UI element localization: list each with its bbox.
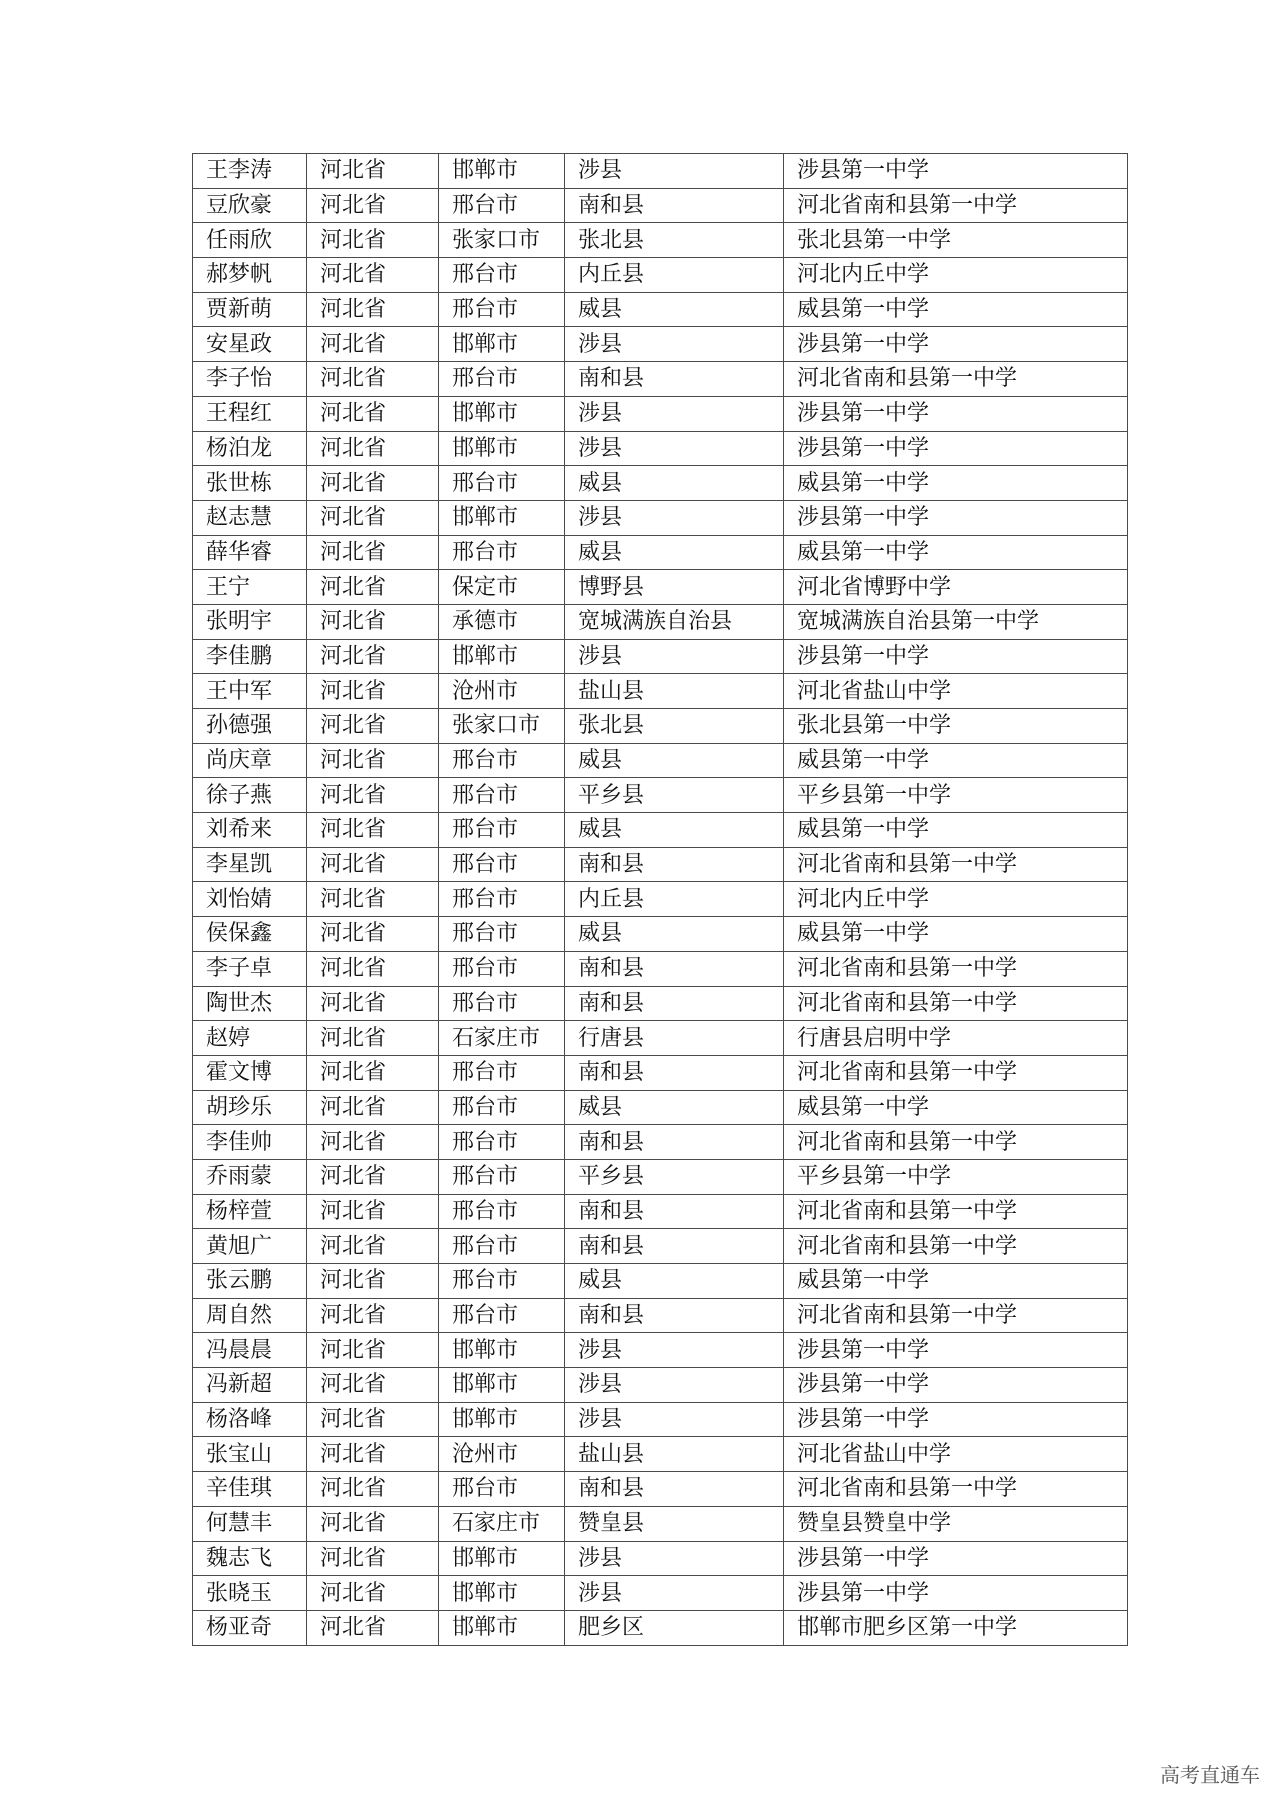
school-cell: 张北县第一中学 [784,709,1128,744]
student-name-cell: 李佳鹏 [193,639,307,674]
table-row [193,1541,1128,1576]
student-name-cell: 杨泊龙 [193,431,307,466]
table-row [193,431,1128,466]
student-name-cell: 郝梦帆 [193,258,307,293]
student-name-cell: 李子怡 [193,362,307,397]
city-cell: 邢台市 [439,292,565,327]
province-cell: 河北省 [307,1159,439,1194]
province-cell: 河北省 [307,1506,439,1541]
city-cell: 邢台市 [439,1159,565,1194]
school-cell: 威县第一中学 [784,535,1128,570]
county-cell: 肥乡区 [565,1610,784,1645]
city-cell: 沧州市 [439,1437,565,1472]
province-cell: 河北省 [307,1610,439,1645]
city-cell: 邢台市 [439,847,565,882]
school-cell: 河北省南和县第一中学 [784,951,1128,986]
school-cell: 河北省南和县第一中学 [784,1472,1128,1507]
province-cell: 河北省 [307,292,439,327]
city-cell: 邯郸市 [439,396,565,431]
province-cell: 河北省 [307,1090,439,1125]
province-cell: 河北省 [307,1472,439,1507]
city-cell: 邯郸市 [439,327,565,362]
city-cell: 邢台市 [439,362,565,397]
school-cell: 河北省南和县第一中学 [784,847,1128,882]
school-cell: 涉县第一中学 [784,1402,1128,1437]
province-cell: 河北省 [307,154,439,189]
province-cell: 河北省 [307,1125,439,1160]
student-name-cell: 辛佳琪 [193,1472,307,1507]
county-cell: 涉县 [565,1368,784,1403]
province-cell: 河北省 [307,743,439,778]
city-cell: 邯郸市 [439,1610,565,1645]
student-name-cell: 王宁 [193,570,307,605]
county-cell: 内丘县 [565,882,784,917]
school-cell: 河北内丘中学 [784,258,1128,293]
county-cell: 涉县 [565,431,784,466]
school-cell: 涉县第一中学 [784,154,1128,189]
student-name-cell: 侯保鑫 [193,917,307,952]
school-cell: 河北省盐山中学 [784,1437,1128,1472]
table-row [193,154,1128,189]
city-cell: 邢台市 [439,951,565,986]
city-cell: 邢台市 [439,917,565,952]
student-name-cell: 任雨欣 [193,223,307,258]
school-cell: 威县第一中学 [784,1264,1128,1299]
city-cell: 邢台市 [439,1125,565,1160]
county-cell: 内丘县 [565,258,784,293]
city-cell: 邢台市 [439,466,565,501]
city-cell: 邯郸市 [439,1541,565,1576]
province-cell: 河北省 [307,258,439,293]
student-name-cell: 杨洛峰 [193,1402,307,1437]
table-row [193,466,1128,501]
county-cell: 涉县 [565,327,784,362]
school-cell: 涉县第一中学 [784,639,1128,674]
school-cell: 河北省盐山中学 [784,674,1128,709]
province-cell: 河北省 [307,604,439,639]
student-name-cell: 杨亚奇 [193,1610,307,1645]
school-cell: 涉县第一中学 [784,1576,1128,1611]
student-name-cell: 杨梓萱 [193,1194,307,1229]
county-cell: 涉县 [565,500,784,535]
table-row [193,709,1128,744]
city-cell: 邢台市 [439,778,565,813]
county-cell: 张北县 [565,709,784,744]
city-cell: 邢台市 [439,1298,565,1333]
city-cell: 邯郸市 [439,500,565,535]
school-cell: 河北省南和县第一中学 [784,188,1128,223]
county-cell: 南和县 [565,362,784,397]
school-cell: 河北省南和县第一中学 [784,362,1128,397]
province-cell: 河北省 [307,1368,439,1403]
table-row [193,1298,1128,1333]
school-cell: 邯郸市肥乡区第一中学 [784,1610,1128,1645]
student-name-cell: 陶世杰 [193,986,307,1021]
student-name-cell: 冯新超 [193,1368,307,1403]
county-cell: 南和县 [565,1194,784,1229]
student-name-cell: 刘希来 [193,813,307,848]
province-cell: 河北省 [307,535,439,570]
table-row [193,258,1128,293]
province-cell: 河北省 [307,466,439,501]
table-row [193,917,1128,952]
student-name-cell: 贾新萌 [193,292,307,327]
table-row [193,1472,1128,1507]
student-name-cell: 王中军 [193,674,307,709]
province-cell: 河北省 [307,639,439,674]
student-name-cell: 何慧丰 [193,1506,307,1541]
student-name-cell: 魏志飞 [193,1541,307,1576]
table-row [193,778,1128,813]
county-cell: 涉县 [565,639,784,674]
city-cell: 石家庄市 [439,1021,565,1056]
school-cell: 威县第一中学 [784,292,1128,327]
province-cell: 河北省 [307,917,439,952]
city-cell: 邢台市 [439,535,565,570]
table-row [193,1055,1128,1090]
county-cell: 南和县 [565,1298,784,1333]
county-cell: 南和县 [565,1125,784,1160]
table-row [193,396,1128,431]
student-name-cell: 赵婷 [193,1021,307,1056]
student-name-cell: 周自然 [193,1298,307,1333]
table-row [193,1437,1128,1472]
province-cell: 河北省 [307,1229,439,1264]
city-cell: 邢台市 [439,813,565,848]
city-cell: 邯郸市 [439,431,565,466]
table-row [193,1368,1128,1403]
school-cell: 威县第一中学 [784,743,1128,778]
province-cell: 河北省 [307,570,439,605]
table-row [193,604,1128,639]
city-cell: 邢台市 [439,1194,565,1229]
province-cell: 河北省 [307,1055,439,1090]
table-row [193,327,1128,362]
city-cell: 张家口市 [439,709,565,744]
province-cell: 河北省 [307,709,439,744]
city-cell: 石家庄市 [439,1506,565,1541]
student-name-cell: 张晓玉 [193,1576,307,1611]
county-cell: 威县 [565,813,784,848]
province-cell: 河北省 [307,396,439,431]
student-name-cell: 徐子燕 [193,778,307,813]
province-cell: 河北省 [307,951,439,986]
city-cell: 张家口市 [439,223,565,258]
table-row [193,743,1128,778]
county-cell: 涉县 [565,1402,784,1437]
table-row [193,951,1128,986]
school-cell: 威县第一中学 [784,1090,1128,1125]
student-name-cell: 王李涛 [193,154,307,189]
province-cell: 河北省 [307,674,439,709]
student-name-cell: 李星凯 [193,847,307,882]
county-cell: 涉县 [565,1576,784,1611]
table-row [193,535,1128,570]
table-row [193,882,1128,917]
student-name-cell: 赵志慧 [193,500,307,535]
city-cell: 邯郸市 [439,1368,565,1403]
county-cell: 涉县 [565,396,784,431]
table-row [193,1021,1128,1056]
county-cell: 盐山县 [565,674,784,709]
school-cell: 河北内丘中学 [784,882,1128,917]
province-cell: 河北省 [307,1264,439,1299]
province-cell: 河北省 [307,188,439,223]
school-cell: 河北省南和县第一中学 [784,1298,1128,1333]
student-name-cell: 薛华睿 [193,535,307,570]
school-cell: 河北省南和县第一中学 [784,1229,1128,1264]
table-row [193,188,1128,223]
province-cell: 河北省 [307,1437,439,1472]
city-cell: 邢台市 [439,882,565,917]
county-cell: 博野县 [565,570,784,605]
student-name-cell: 安星政 [193,327,307,362]
table-row [193,1506,1128,1541]
county-cell: 赞皇县 [565,1506,784,1541]
province-cell: 河北省 [307,882,439,917]
school-cell: 涉县第一中学 [784,396,1128,431]
student-name-cell: 豆欣豪 [193,188,307,223]
school-cell: 涉县第一中学 [784,431,1128,466]
province-cell: 河北省 [307,847,439,882]
city-cell: 邢台市 [439,1055,565,1090]
student-name-cell: 胡珍乐 [193,1090,307,1125]
county-cell: 威县 [565,1264,784,1299]
table-row [193,292,1128,327]
province-cell: 河北省 [307,362,439,397]
student-name-cell: 冯晨晨 [193,1333,307,1368]
province-cell: 河北省 [307,1298,439,1333]
province-cell: 河北省 [307,431,439,466]
province-cell: 河北省 [307,327,439,362]
roster-table-body [193,154,1128,1646]
county-cell: 威县 [565,1090,784,1125]
student-name-cell: 张云鹏 [193,1264,307,1299]
county-cell: 南和县 [565,986,784,1021]
province-cell: 河北省 [307,778,439,813]
table-row [193,674,1128,709]
city-cell: 保定市 [439,570,565,605]
student-name-cell: 王程红 [193,396,307,431]
province-cell: 河北省 [307,813,439,848]
table-row [193,1159,1128,1194]
school-cell: 河北省南和县第一中学 [784,1125,1128,1160]
city-cell: 邢台市 [439,986,565,1021]
county-cell: 平乡县 [565,778,784,813]
county-cell: 南和县 [565,1229,784,1264]
table-row [193,1576,1128,1611]
table-row [193,1125,1128,1160]
province-cell: 河北省 [307,1541,439,1576]
county-cell: 威县 [565,292,784,327]
county-cell: 南和县 [565,1472,784,1507]
city-cell: 邢台市 [439,1264,565,1299]
table-row [193,986,1128,1021]
school-cell: 平乡县第一中学 [784,778,1128,813]
county-cell: 张北县 [565,223,784,258]
city-cell: 邯郸市 [439,154,565,189]
table-row [193,1610,1128,1645]
city-cell: 邯郸市 [439,639,565,674]
city-cell: 承德市 [439,604,565,639]
table-row [193,500,1128,535]
city-cell: 邢台市 [439,1229,565,1264]
county-cell: 涉县 [565,1541,784,1576]
county-cell: 南和县 [565,188,784,223]
county-cell: 行唐县 [565,1021,784,1056]
student-name-cell: 张明宇 [193,604,307,639]
table-row [193,1090,1128,1125]
province-cell: 河北省 [307,1576,439,1611]
table-row [193,847,1128,882]
city-cell: 邢台市 [439,1090,565,1125]
county-cell: 南和县 [565,847,784,882]
county-cell: 涉县 [565,1333,784,1368]
county-cell: 威县 [565,535,784,570]
school-cell: 河北省博野中学 [784,570,1128,605]
table-row [193,1264,1128,1299]
school-cell: 宽城满族自治县第一中学 [784,604,1128,639]
school-cell: 威县第一中学 [784,917,1128,952]
city-cell: 邢台市 [439,743,565,778]
school-cell: 涉县第一中学 [784,327,1128,362]
school-cell: 涉县第一中学 [784,1333,1128,1368]
school-cell: 河北省南和县第一中学 [784,1194,1128,1229]
table-row [193,223,1128,258]
city-cell: 邢台市 [439,188,565,223]
province-cell: 河北省 [307,986,439,1021]
watermark-text: 高考直通车 [1160,1763,1260,1787]
province-cell: 河北省 [307,1021,439,1056]
table-row [193,1333,1128,1368]
county-cell: 涉县 [565,154,784,189]
student-name-cell: 李佳帅 [193,1125,307,1160]
city-cell: 邢台市 [439,258,565,293]
student-name-cell: 乔雨蒙 [193,1159,307,1194]
table-row [193,362,1128,397]
table-row [193,813,1128,848]
county-cell: 宽城满族自治县 [565,604,784,639]
table-row [193,639,1128,674]
province-cell: 河北省 [307,1333,439,1368]
county-cell: 威县 [565,743,784,778]
school-cell: 威县第一中学 [784,466,1128,501]
county-cell: 南和县 [565,1055,784,1090]
school-cell: 威县第一中学 [784,813,1128,848]
school-cell: 张北县第一中学 [784,223,1128,258]
city-cell: 邯郸市 [439,1576,565,1611]
province-cell: 河北省 [307,1402,439,1437]
county-cell: 威县 [565,917,784,952]
table-row [193,1229,1128,1264]
student-name-cell: 张世栋 [193,466,307,501]
table-row [193,570,1128,605]
school-cell: 行唐县启明中学 [784,1021,1128,1056]
province-cell: 河北省 [307,1194,439,1229]
county-cell: 平乡县 [565,1159,784,1194]
student-name-cell: 张宝山 [193,1437,307,1472]
county-cell: 威县 [565,466,784,501]
school-cell: 河北省南和县第一中学 [784,1055,1128,1090]
student-name-cell: 黄旭广 [193,1229,307,1264]
province-cell: 河北省 [307,223,439,258]
school-cell: 涉县第一中学 [784,1368,1128,1403]
student-name-cell: 孙德强 [193,709,307,744]
city-cell: 邯郸市 [439,1333,565,1368]
city-cell: 邢台市 [439,1472,565,1507]
county-cell: 盐山县 [565,1437,784,1472]
school-cell: 涉县第一中学 [784,1541,1128,1576]
county-cell: 南和县 [565,951,784,986]
student-roster-table [192,153,1128,1646]
student-name-cell: 尚庆章 [193,743,307,778]
student-name-cell: 李子卓 [193,951,307,986]
province-cell: 河北省 [307,500,439,535]
table-row [193,1194,1128,1229]
city-cell: 沧州市 [439,674,565,709]
student-name-cell: 霍文博 [193,1055,307,1090]
school-cell: 涉县第一中学 [784,500,1128,535]
city-cell: 邯郸市 [439,1402,565,1437]
school-cell: 赞皇县赞皇中学 [784,1506,1128,1541]
school-cell: 平乡县第一中学 [784,1159,1128,1194]
school-cell: 河北省南和县第一中学 [784,986,1128,1021]
student-name-cell: 刘怡婧 [193,882,307,917]
table-row [193,1402,1128,1437]
